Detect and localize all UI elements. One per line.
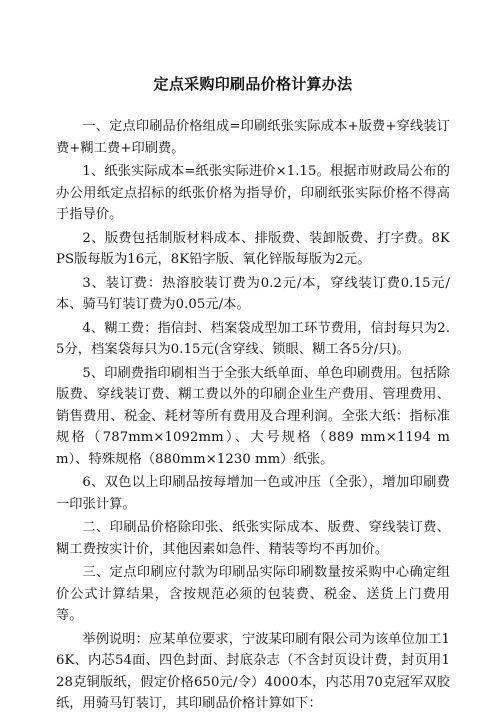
paragraph-example: 举例说明：应某单位要求，宁波某印刷有限公司为该单位加工16K、内芯54面、四色封面、封底杂志（不含封页设计费，封页用128克铜版纸，假定价格650元/令）4000本，内芯用70克冠军双胶纸，用骑马钉装订，其印刷品价格计算如下： bbox=[56, 631, 450, 711]
paragraph-binding-fee: 3、装订费：热溶胶装订费为0.2元/本，穿线装订费0.15元/本、骑马钉装订费为0.05元/本。 bbox=[56, 275, 450, 312]
paragraph-printing-fee: 5、印刷费指印刷相当于全张大纸单面、单色印刷费用。包括除版费、穿线装订费、糊工费以外的印刷企业生产费用、管理费用、销售费用、税金、耗材等所有费用及合理利润。全张大纸：指标准规格（787mm×1092mm）、大号规格（889 mm×1194 mm）、特殊规格（880mm×1230 mm）纸张。 bbox=[56, 365, 450, 467]
paragraph-price-composition: 一、定点印刷品价格组成=印刷纸张实际成本+版费+穿线装订费+糊工费+印刷费。 bbox=[56, 119, 450, 156]
paragraph-multicolor: 6、双色以上印刷品按每增加一色或冲压（全张），增加印刷费一印张计算。 bbox=[56, 475, 450, 512]
document-title: 定点采购印刷品价格计算办法 bbox=[153, 75, 353, 93]
paragraph-payment: 三、定点印刷应付款为印刷品实际印刷数量按采购中心确定组价公式计算结果，含按规范必须的包装费、税金、送货上门费用等。 bbox=[56, 565, 450, 623]
paragraph-no-surcharge: 二、印刷品价格除印张、纸张实际成本、版费、穿线装订费、糊工费按实计价，其他因素如急件、精装等均不再加价。 bbox=[56, 520, 450, 557]
paragraph-plate-fee: 2、版费包括制版材料成本、排版费、装卸版费、打字费。8KPS版每版为16元，8K铅字版、氧化锌版每版为2元。 bbox=[56, 230, 450, 267]
paragraph-gluing-fee: 4、糊工费：指信封、档案袋成型加工环节费用，信封每只为2.5分，档案袋每只为0.15元(含穿线、锁眼、糊工各5分/只)。 bbox=[56, 320, 450, 357]
paragraph-paper-cost: 1、纸张实际成本=纸张实际进价×1.15。根据市财政局公布的办公用纸定点招标的纸张价格为指导价，印刷纸张实际价格不得高于指导价。 bbox=[56, 164, 450, 222]
